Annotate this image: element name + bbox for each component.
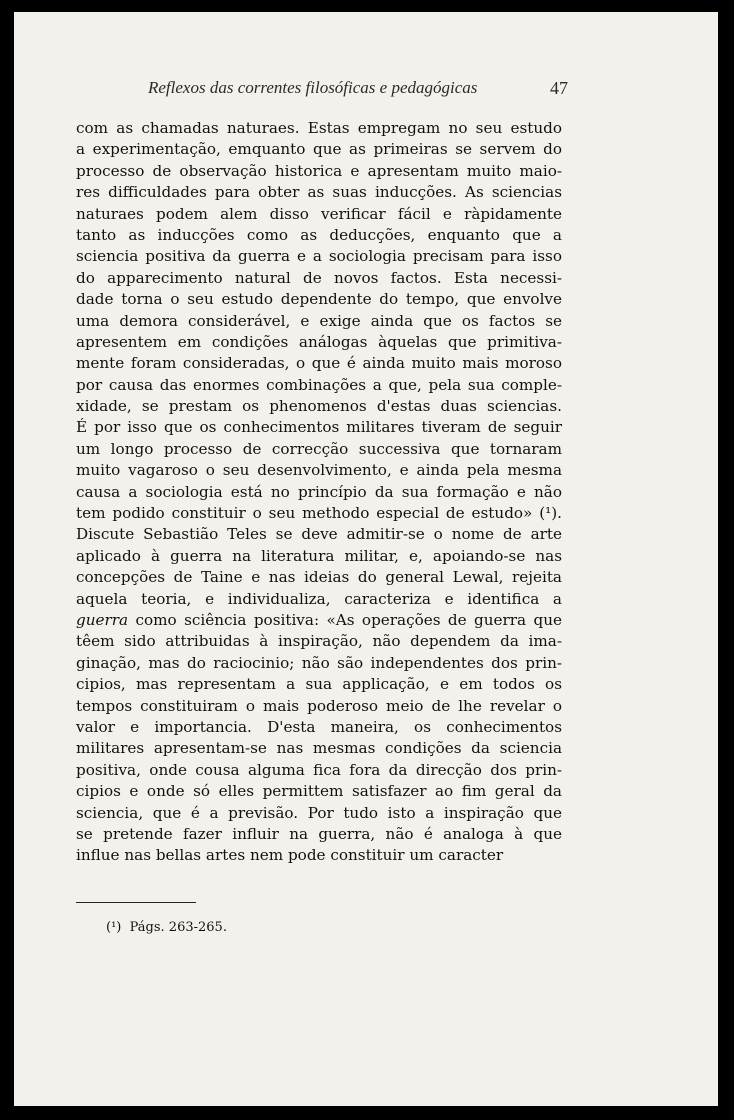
text-line: processo de observação historica e apresentam muito maio-: [76, 161, 562, 180]
running-header: [148, 78, 568, 102]
text-line: É por isso que os conhecimentos militares tiveram de seguir: [76, 418, 562, 437]
text-line: aquela teoria, e individualiza, caracteriza e identifica a: [76, 589, 562, 608]
running-title: Reflexos das correntes filosóficas e pedagógicas: [148, 78, 478, 97]
text-line: se pretende fazer influir na guerra, não é analoga à que: [76, 824, 562, 843]
text-line: concepções de Taine e nas ideias do general Lewal, rejeita: [76, 568, 562, 587]
text-line: xidade, se prestam os phenomenos d'estas duas sciencias.: [76, 397, 562, 416]
text-line: Discute Sebastião Teles se deve admitir-se o nome de arte: [76, 525, 562, 544]
text-line: res difficuldades para obter as suas inducções. As sciencias: [76, 183, 562, 202]
footnote-marker: (¹): [106, 920, 122, 935]
text-line: aplicado à guerra na literatura militar, e, apoiando-se nas: [76, 546, 562, 565]
text-line: mente foram consideradas, o que é ainda muito mais moroso: [76, 354, 562, 373]
footnote-text: Págs. 263-265.: [129, 920, 227, 935]
text-line: cipios, mas representam a sua applicação, e em todos os: [76, 675, 562, 694]
text-line: têem sido attribuidas à inspiração, não dependem da ima-: [76, 632, 562, 651]
text-line: tem podido constituir o seu methodo especial de estudo» (¹).: [76, 504, 562, 523]
text-line: com as chamadas naturaes. Estas empregam no seu estudo: [76, 119, 562, 137]
text-line: influe nas bellas artes nem pode constituir um caracter: [76, 846, 504, 865]
text-line: cipios e onde só elles permittem satisfazer ao fim geral da: [76, 782, 562, 801]
text-line: ginação, mas do raciocinio; não são independentes dos prin-: [76, 653, 562, 672]
text-line: do apparecimento natural de novos factos. Esta necessi-: [76, 268, 562, 287]
footnote-divider: [76, 902, 196, 903]
text-line: uma demora considerável, e exige ainda que os factos se: [76, 311, 562, 330]
page-number: 47: [550, 78, 568, 98]
text-line: tempos constituiram o mais poderoso meio de lhe revelar o: [76, 696, 562, 715]
body-text: [76, 118, 562, 867]
text-line: dade torna o seu estudo dependente do tempo, que envolve: [76, 290, 562, 309]
text-line: por causa das enormes combinações a que, pela sua comple-: [76, 375, 562, 394]
text-line: a experimentação, emquanto que as primeiras se servem do: [76, 140, 562, 159]
text-line: positiva, onde cousa alguma fica fora da direcção dos prin-: [76, 760, 562, 779]
text-line: um longo processo de correcção successiva que tornaram: [76, 439, 562, 458]
text-line: tanto as inducções como as deducções, enquanto que a: [76, 225, 562, 244]
text-line: apresentem em condições análogas àquelas que primitiva-: [76, 332, 562, 351]
text-line: militares apresentam-se nas mesmas condições da sciencia: [76, 739, 562, 758]
text-line: muito vagaroso o seu desenvolvimento, e ainda pela mesma: [76, 461, 562, 480]
emphasis: guerra: [76, 610, 129, 629]
footnote: [106, 920, 227, 935]
text-line: causa a sociologia está no princípio da sua formação e não: [76, 482, 562, 501]
text-line: sciencia, que é a previsão. Por tudo isto a inspiração que: [76, 803, 562, 822]
text-line: guerra como sciência positiva: «As operações de guerra que: [76, 610, 562, 629]
text-line: sciencia positiva da guerra e a sociologia precisam para isso: [76, 247, 562, 266]
text-line: valor e importancia. D'esta maneira, os conhecimentos: [76, 717, 562, 736]
text-line: naturaes podem alem disso verificar fácil e ràpidamente: [76, 204, 562, 223]
